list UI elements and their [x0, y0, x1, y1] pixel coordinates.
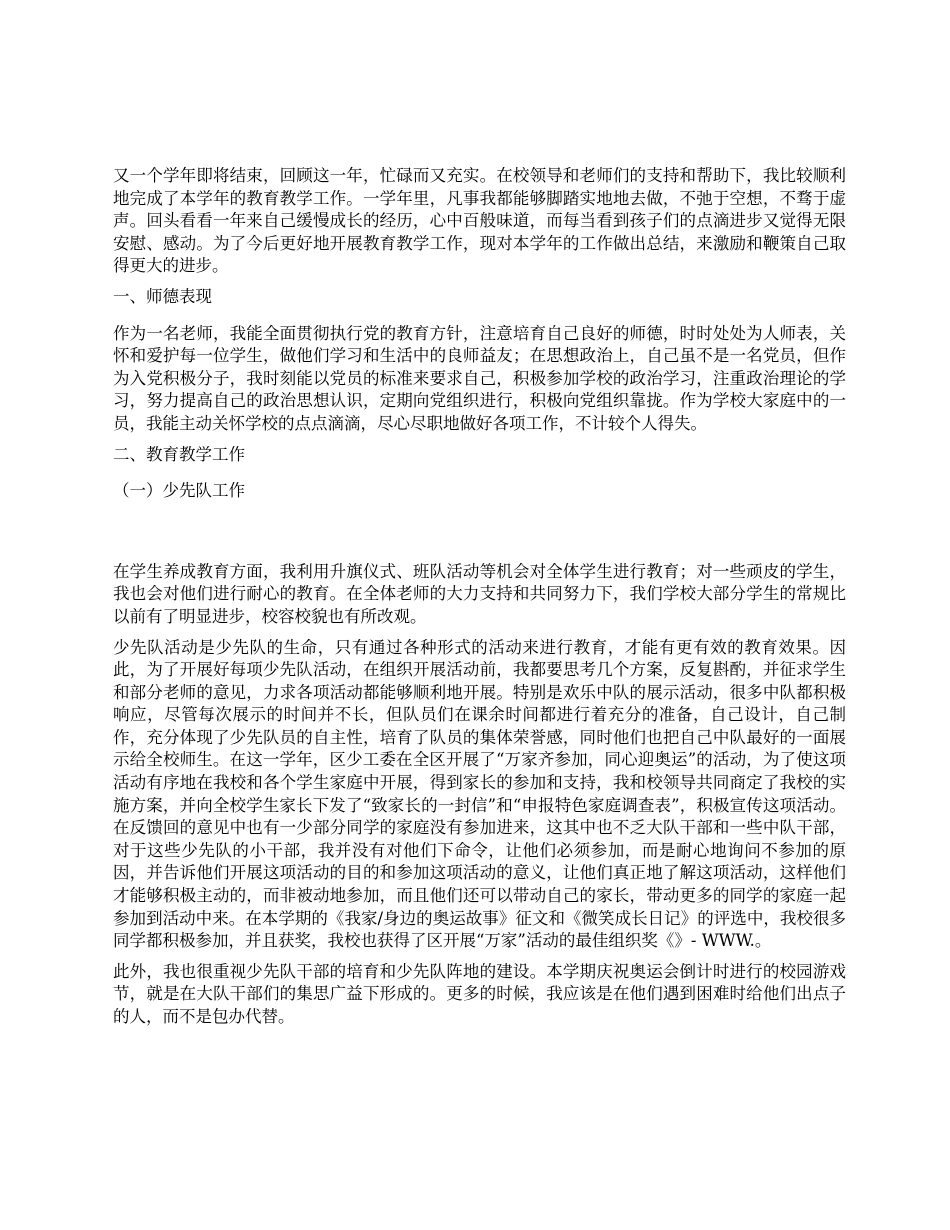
intro-paragraph: 又一个学年即将结束，回顾这一年，忙碌而又充实。在校领导和老师们的支持和帮助下，我比较顺利地完成了本学年的教育教学工作。一学年里，凡事我都能够脚踏实地地去做，不弛于空想，不骛于虚声。回头看看一年来自己缓慢成长的经历，心中百般味道，而每当看到孩子们的点滴进步又觉得无限安慰、感动。为了今后更好地开展教育教学工作，现对本学年的工作做出总结，来激励和鞭策自己取得更大的进步。: [113, 166, 846, 276]
section-heading-teaching: 二、教育教学工作: [113, 444, 245, 464]
activities-paragraph: 少先队活动是少先队的生命，只有通过各种形式的活动来进行教育，才能有更有效的教育效果。因此，为了开展好每项少先队活动，在组织开展活动前，我都要思考几个方案，反复斟酌，并征求学生和部分老师的意见，力求各项活动都能够顺利地开展。特别是欢乐中队的展示活动，很多中队都积极响应，尽管每次展示的时间并不长，但队员们在课余时间都进行着充分的准备，自己设计，自己制作，充分体现了少先队员的自主性，培育了队员的集体荣誉感，同时他们也把自己中队最好的一面展示给全校师生。在这一学年，区少工委在全区开展了“万家齐参加，同心迎奥运”的活动，为了使这项活动有序地在我校和各个学生家庭中开展，得到家长的参加和支持，我和校领导共同商定了我校的实施方案，并向全校学生家长下发了“致家长的一封信”和“申报特色家庭调查表”，积极宣传这项活动。在反馈回的意见中也有一少部分同学的家庭没有参加进来，这其中也不乏大队干部和一些中队干部，对于这些少先队的小干部，我并没有对他们下命令，让他们必须参加，而是耐心地询问不参加的原因，并告诉他们开展这项活动的目的和参加这项活动的意义，让他们真正地了解这项活动，这样他们才能够积极主动的，而非被动地参加，而且他们还可以带动自己的家长，带动更多的同学的家庭一起参加到活动中来。在本学期的《我家/身边的奥运故事》征文和《微笑成长日记》的评选中，我校很多同学都积极参加，并且获奖，我校也获得了区开展“万家”活动的最佳组织奖《》- WWW.。: [113, 637, 846, 951]
blank-gap: [113, 517, 846, 561]
ethics-paragraph: 作为一名老师，我能全面贯彻执行党的教育方针，注意培育自己良好的师德，时时处处为人师表，关怀和爱护每一位学生，做他们学习和生活中的良师益友；在思想政治上，自己虽不是一名党员，但作为入党积极分子，我时刻能以党员的标准来要求自己，积极参加学校的政治学习，注重政治理论的学习，努力提高自己的政治思想认识，定期向党组织进行，积极向党组织靠拢。作为学校大家庭中的一员，我能主动关怀学校的点点滴滴，尽心尽职地做好各项工作，不计较个人得失。: [113, 323, 846, 433]
cadres-paragraph: 此外，我也很重视少先队干部的培育和少先队阵地的建设。本学期庆祝奥运会倒计时进行的校园游戏节，就是在大队干部们的集思广益下形成的。更多的时候，我应该是在他们遇到困难时给他们出点子的人，而不是包办代替。: [113, 961, 846, 1026]
subsection-heading-young-pioneers: （一）少先队工作: [113, 481, 245, 501]
habits-paragraph: 在学生养成教育方面，我利用升旗仪式、班队活动等机会对全体学生进行教育；对一些顽皮的学生，我也会对他们进行耐心的教育。在全体老师的大力支持和共同努力下，我们学校大部分学生的常规比以前有了明显进步，校容校貌也有所改观。: [113, 561, 846, 626]
section-heading-ethics: 一、师德表现: [113, 286, 212, 306]
document-page: [113, 165, 846, 1037]
